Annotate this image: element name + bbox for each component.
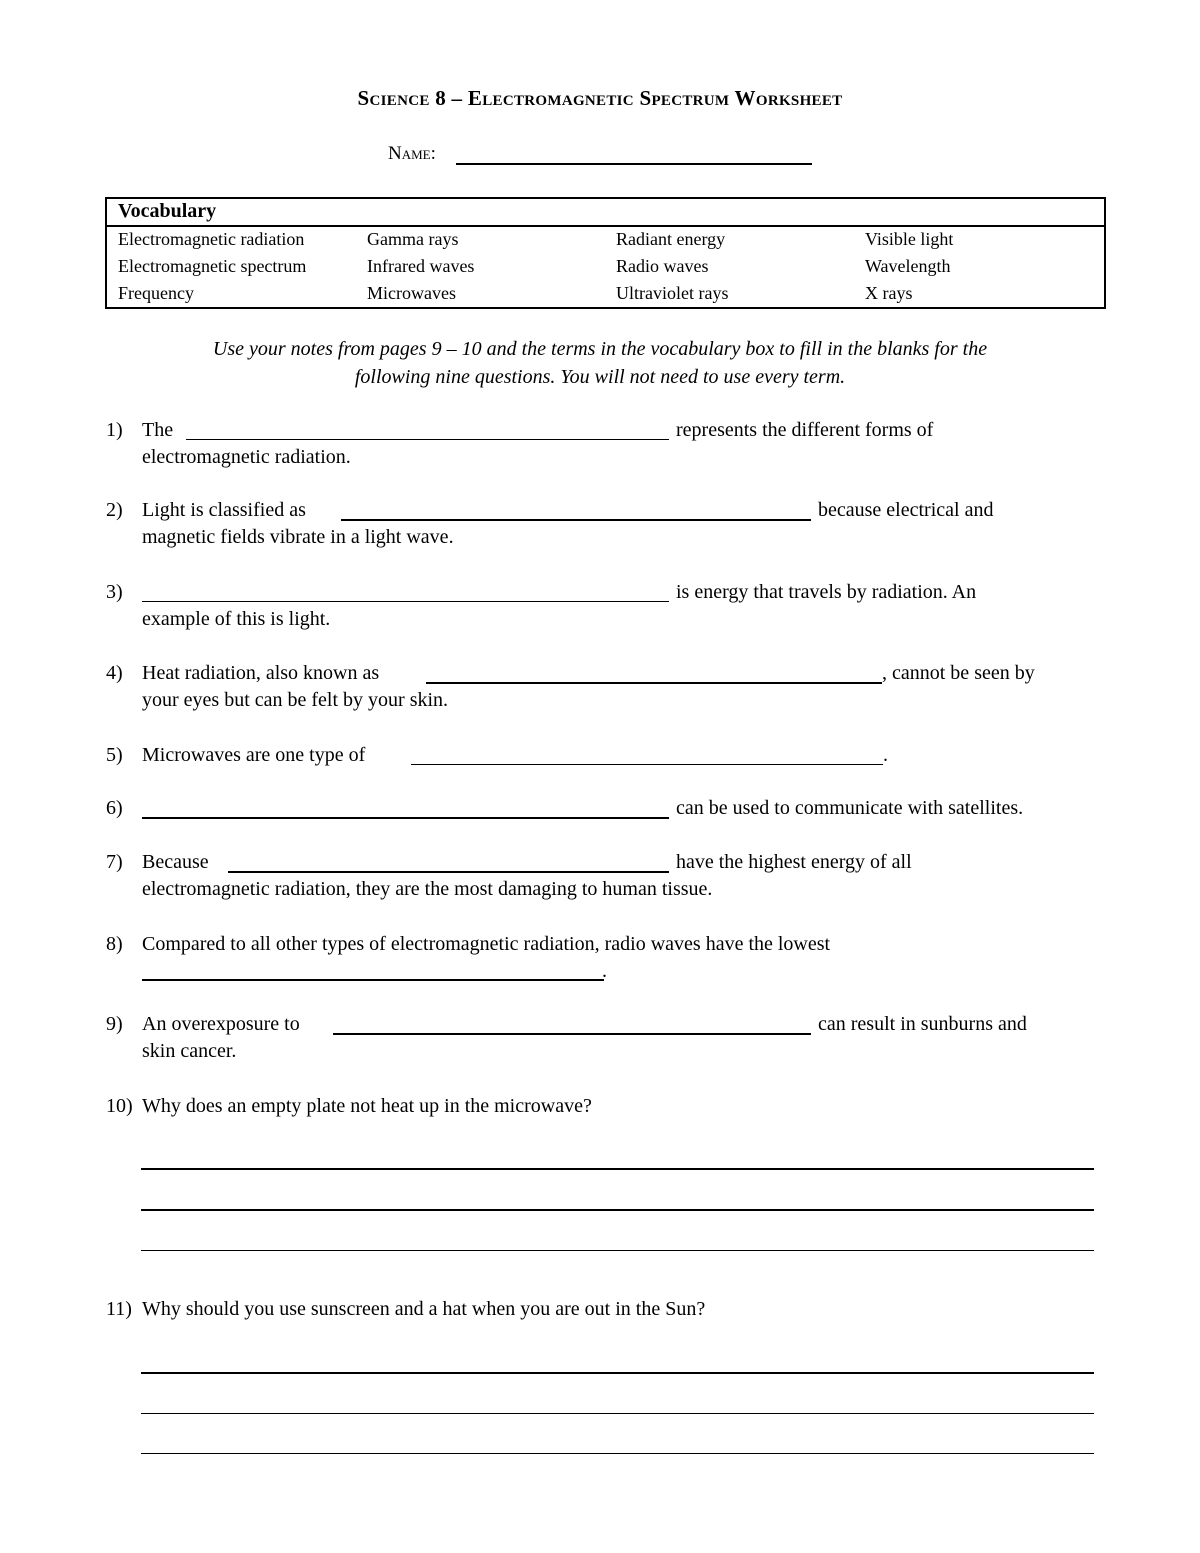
vocab-term: Electromagnetic radiation <box>118 229 305 249</box>
question-text: Microwaves are one type of <box>142 744 366 766</box>
question-text: can result in sunburns and <box>818 1013 1027 1035</box>
question-text: because electrical and <box>818 499 994 521</box>
answer-blank[interactable] <box>228 871 669 873</box>
question-text: Heat radiation, also known as <box>142 662 380 684</box>
answer-line[interactable] <box>141 1413 1094 1414</box>
vocab-term: X rays <box>865 283 913 303</box>
question-text: Because <box>142 851 209 873</box>
answer-line[interactable] <box>141 1209 1094 1211</box>
question-text: The <box>142 419 174 441</box>
vocabulary-header <box>107 199 1104 227</box>
question-text: can be used to communicate with satellites. <box>676 797 1024 819</box>
question-text: skin cancer. <box>142 1040 237 1062</box>
vocabulary-box <box>105 197 1106 309</box>
answer-blank[interactable] <box>341 519 811 521</box>
question-number: 11) <box>106 1298 132 1320</box>
question-number: 4) <box>106 662 123 684</box>
question-number: 9) <box>106 1013 123 1035</box>
question-text: have the highest energy of all <box>676 851 912 873</box>
question-number: 6) <box>106 797 123 819</box>
instructions <box>120 335 1080 391</box>
worksheet-title: Science 8 – Electromagnetic Spectrum Worksheet <box>357 86 843 110</box>
answer-line[interactable] <box>141 1372 1094 1374</box>
question-number: 10) <box>106 1095 133 1117</box>
question-number: 2) <box>106 499 123 521</box>
vocab-term: Wavelength <box>865 256 951 276</box>
question-text: , cannot be seen by <box>882 662 1035 684</box>
vocab-term: Gamma rays <box>367 229 459 249</box>
question-text: Why does an empty plate not heat up in the microwave? <box>142 1095 592 1117</box>
vocab-term: Ultraviolet rays <box>616 283 729 303</box>
question-text: . <box>602 960 607 982</box>
vocab-term: Microwaves <box>367 283 456 303</box>
vocabulary-heading: Vocabulary <box>118 200 217 222</box>
answer-line[interactable] <box>141 1453 1094 1454</box>
question-number: 7) <box>106 851 123 873</box>
question-text: Light is classified as <box>142 499 306 521</box>
question-text: An overexposure to <box>142 1013 300 1035</box>
name-label: Name: <box>388 143 436 164</box>
vocab-term: Infrared waves <box>367 256 475 276</box>
vocab-term: Radio waves <box>616 256 709 276</box>
question-text: Why should you use sunscreen and a hat when you are out in the Sun? <box>142 1298 706 1320</box>
question-text: is energy that travels by radiation. An <box>676 581 977 603</box>
answer-blank[interactable] <box>142 601 669 602</box>
answer-blank[interactable] <box>411 764 883 765</box>
vocab-term: Electromagnetic spectrum <box>118 256 307 276</box>
question-text: electromagnetic radiation. <box>142 446 351 468</box>
question-text: Compared to all other types of electromagnetic radiation, radio waves have the lowest <box>142 933 831 955</box>
vocab-term: Radiant energy <box>616 229 726 249</box>
answer-blank[interactable] <box>426 682 882 684</box>
question-number: 5) <box>106 744 123 766</box>
name-field[interactable] <box>456 163 812 165</box>
answer-blank[interactable] <box>142 979 604 981</box>
answer-blank[interactable] <box>186 439 669 440</box>
vocab-term: Visible light <box>865 229 954 249</box>
question-text: . <box>883 744 888 766</box>
question-text: magnetic fields vibrate in a light wave. <box>142 526 454 548</box>
answer-line[interactable] <box>141 1168 1094 1170</box>
question-text: represents the different forms of <box>676 419 934 441</box>
answer-line[interactable] <box>141 1250 1094 1251</box>
question-number: 1) <box>106 419 123 441</box>
question-text: electromagnetic radiation, they are the most damaging to human tissue. <box>142 878 713 900</box>
instructions-line-2: following nine questions. You will not need to use every term. <box>354 366 846 388</box>
question-text: example of this is light. <box>142 608 331 630</box>
vocab-term: Frequency <box>118 283 194 303</box>
instructions-line-1: Use your notes from pages 9 – 10 and the terms in the vocabulary box to fill in the blanks for the <box>212 338 988 360</box>
question-number: 3) <box>106 581 123 603</box>
answer-blank[interactable] <box>142 817 669 819</box>
question-number: 8) <box>106 933 123 955</box>
question-text: your eyes but can be felt by your skin. <box>142 689 449 711</box>
answer-blank[interactable] <box>333 1033 811 1035</box>
